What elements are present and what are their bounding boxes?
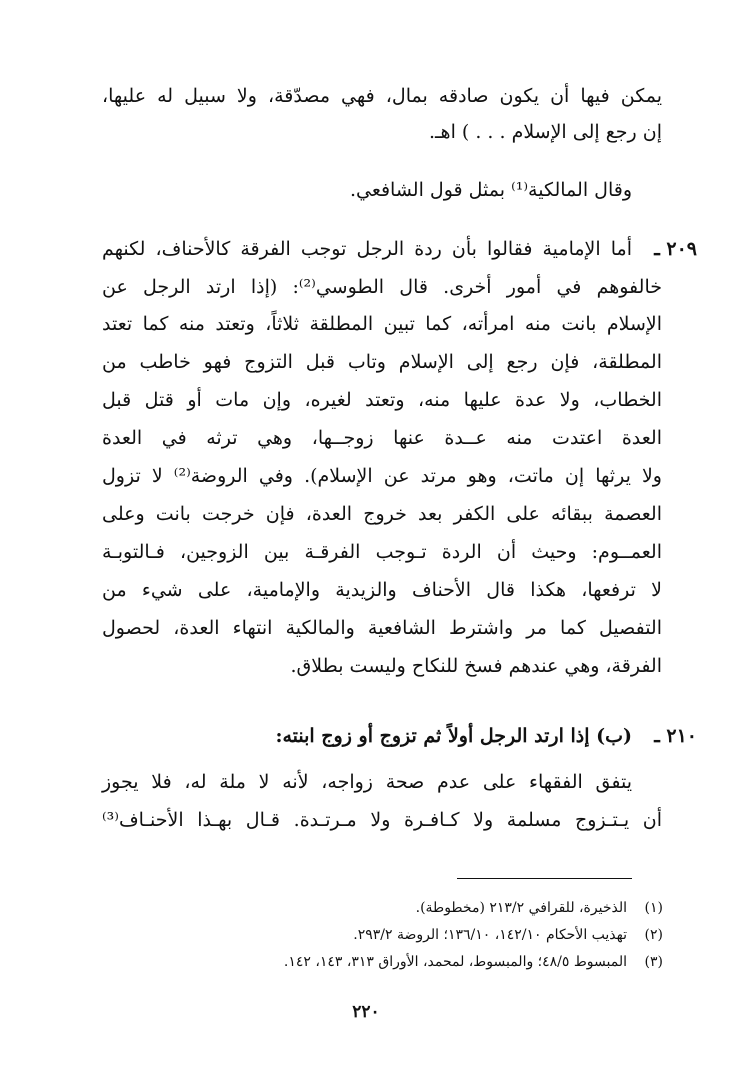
text-line: يمكن فيها أن يكون صادقه بمال، فهي مصدّقة، ولا سبيل له عليها، <box>102 85 662 107</box>
text-line: وقال المالكية⁽¹⁾ بمثل قول الشافعي. <box>349 179 632 201</box>
footnote-number: (٢) <box>644 927 663 943</box>
text-line: خالفوهم في أمور أخرى. قال الطوسي⁽²⁾: (إذا ارتد الرجل عن <box>102 276 662 298</box>
footnote-text: الذخيرة، للقرافي ٢١٣/٢ (مخطوطة). <box>415 900 627 916</box>
footnote-number: (٣) <box>644 954 663 970</box>
footnote-text: المبسوط ٤٨/٥؛ والمبسوط، لمحمد، الأوراق ٣١٣، ١٤٣، ١٤٢. <box>283 954 627 970</box>
text-line: العصمة ببقائه على الكفر بعد خروج العدة، فإن خرجت بانت وعلى <box>102 503 662 525</box>
footnote <box>87 895 663 921</box>
footnote <box>87 922 663 948</box>
text-line: أن يـتـزوج مسلمة ولا كـافـرة ولا مـرتـدة. قـال بهـذا الأحنـاف⁽³⁾ <box>102 809 662 831</box>
paragraph-number: ٢٠٩ ـ <box>654 238 697 260</box>
text-line: العمــوم: وحيث أن الردة تـوجب الفرقـة بين الزوجين، فـالتوبـة <box>102 541 662 563</box>
text-line: ولا يرثها إن ماتت، وهو مرتد عن الإسلام). وفي الروضة⁽²⁾ لا تزول <box>102 465 662 487</box>
footnote-number: (١) <box>644 900 663 916</box>
footnote-text: تهذيب الأحكام ١٤٢/١٠، ١٣٦/١٠؛ الروضة ٢٩٣/٢. <box>353 927 627 943</box>
text-line: الفرقة، وهي عندهم فسخ للنكاح وليست بطلاق. <box>290 655 662 677</box>
text-line: الخطاب، ولا عدة عليها منه، وتعتد لغيره، وإن مات أو قتل قبل <box>102 389 662 411</box>
text-line: إن رجع إلى الإسلام . . . ) اهـ. <box>428 121 662 143</box>
text-line: لا ترفعها، هكذا قال الأحناف والزيدية والإمامية، على شيء من <box>102 579 662 601</box>
footnote-divider <box>457 878 632 879</box>
page-number: ٢٢٠ <box>352 1002 380 1022</box>
text-line: يتفق الفقهاء على عدم صحة زواجه، لأنه لا ملة له، فلا يجوز <box>102 771 632 793</box>
section-heading: (ب) إذا ارتد الرجل أولاً ثم تزوج أو زوج ابنته: <box>275 725 632 747</box>
footnote <box>87 949 663 975</box>
text-line: العدة اعتدت منه عــدة عنها زوجــها، وهي ترثه في العدة <box>102 427 662 449</box>
text-line: المطلقة، فإن رجع إلى الإسلام وتاب قبل التزوج فهو خاطب من <box>102 351 662 373</box>
text-line: أما الإمامية فقالوا بأن ردة الرجل توجب الفرقة كالأحناف، لكنهم <box>102 238 632 260</box>
text-line: الإسلام بانت منه امرأته، كما تبين المطلقة ثلاثاً، وتعتد منه كما تعتد <box>102 313 662 335</box>
text-line: التفصيل كما مر واشترط الشافعية والمالكية انتهاء العدة، لحصول <box>102 617 662 639</box>
paragraph-number: ٢١٠ ـ <box>654 725 697 747</box>
